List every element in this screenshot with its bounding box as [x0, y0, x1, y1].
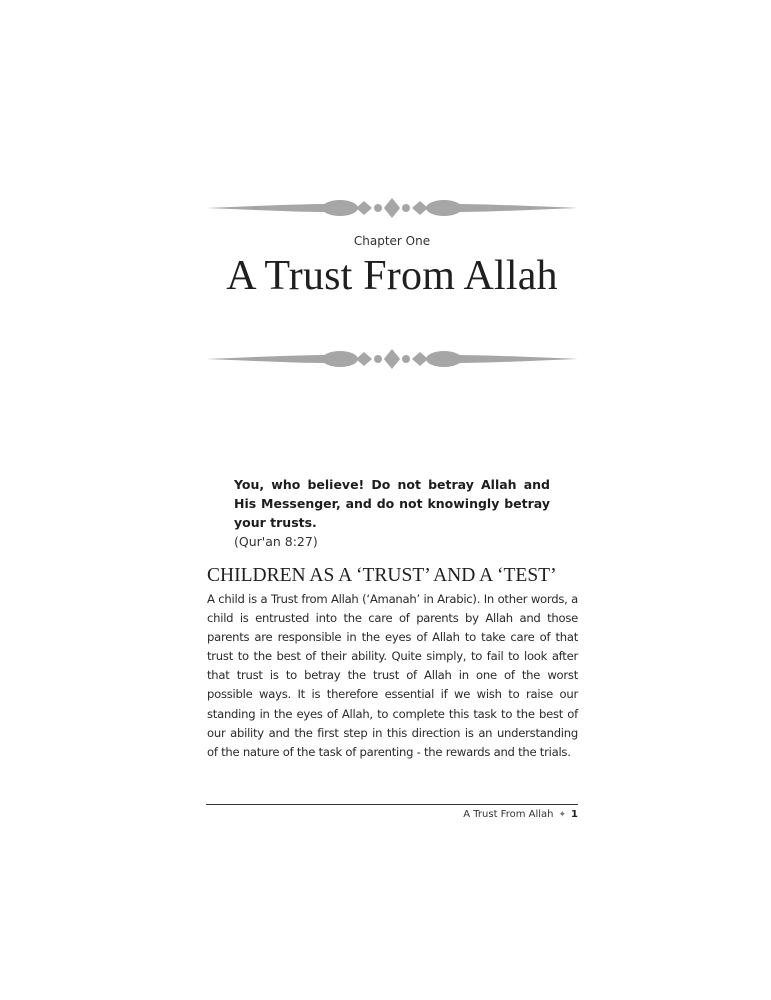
- quote-text: You, who believe! Do not betray Allah and His Messenger, and do not knowingly betray your trusts.: [234, 477, 550, 530]
- chapter-title: A Trust From Allah: [226, 253, 558, 299]
- chapter-label: Chapter One: [353, 234, 431, 248]
- decorative-divider-icon: [206, 347, 578, 371]
- running-title: A Trust From Allah: [463, 809, 554, 820]
- footer-divider: [206, 804, 578, 805]
- body-paragraph: A child is a Trust from Allah (‘Amanah’ in Arabic). In other words, a child is entrusted into the care of parents by Allah and those parents are responsible in the eyes of Allah to take care of that trust to the best of their ability. Quite simply, to fail to look after that trust is to betray the trust of Allah in one of the worst possible ways. It is therefore essential if we wish to raise our standing in the eyes of Allah, to complete this task to the best of our ability and the first step in this direction is an understanding of the nature of the task of parenting - the rewards and the trials.: [207, 592, 578, 759]
- page-number: 1: [571, 809, 578, 820]
- section-heading: CHILDREN AS A ‘TRUST’ AND A ‘TEST’: [207, 565, 557, 586]
- quote-source: (Qur'an 8:27): [234, 534, 318, 549]
- decorative-divider-icon: [206, 196, 578, 220]
- page-footer: [206, 809, 578, 820]
- epigraph-quote: [234, 475, 550, 551]
- separator-icon: ✦: [558, 810, 567, 820]
